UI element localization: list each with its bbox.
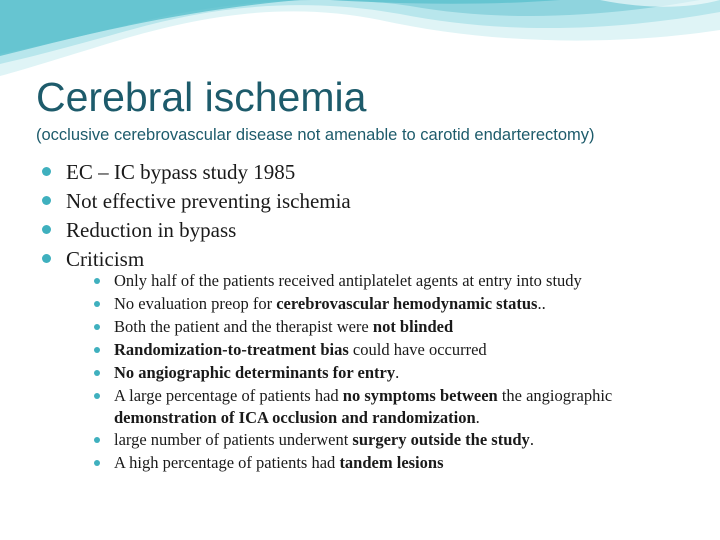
list-item: No evaluation preop for cerebrovascular hemodynamic status.. bbox=[92, 293, 712, 316]
bullet-dot-icon bbox=[94, 301, 100, 307]
bullet-dot-icon bbox=[94, 278, 100, 284]
bullet-dot-icon bbox=[42, 196, 51, 205]
list-item: Reduction in bypass bbox=[42, 216, 702, 245]
bullet-dot-icon bbox=[42, 225, 51, 234]
bullet-dot-icon bbox=[94, 324, 100, 330]
bullet-dot-icon bbox=[94, 347, 100, 353]
list-item: Only half of the patients received antiplatelet agents at entry into study bbox=[92, 270, 712, 293]
bullet-dot-icon bbox=[42, 254, 51, 263]
list-item: EC – IC bypass study 1985 bbox=[42, 158, 702, 187]
list-item: Criticism bbox=[42, 245, 702, 274]
bullet-dot-icon bbox=[94, 437, 100, 443]
list-item: Not effective preventing ischemia bbox=[42, 187, 702, 216]
list-item: Both the patient and the therapist were not blinded bbox=[92, 316, 712, 339]
criticism-sub-list bbox=[92, 270, 712, 475]
list-item: No angiographic determinants for entry. bbox=[92, 362, 712, 385]
bullet-dot-icon bbox=[94, 370, 100, 376]
bullet-dot-icon bbox=[94, 393, 100, 399]
main-bullet-list bbox=[42, 158, 702, 274]
bullet-dot-icon bbox=[42, 167, 51, 176]
list-item: A large percentage of patients had no symptoms between the angiographic demonstration of ICA occlusion and randomization. bbox=[92, 385, 712, 429]
list-item: A high percentage of patients had tandem lesions bbox=[92, 452, 712, 475]
list-item: Randomization-to-treatment bias could have occurred bbox=[92, 339, 712, 362]
bullet-dot-icon bbox=[94, 460, 100, 466]
slide-subtitle: (occlusive cerebrovascular disease not amenable to carotid endarterectomy) bbox=[36, 126, 595, 144]
list-item: large number of patients underwent surgery outside the study. bbox=[92, 429, 712, 452]
slide-title: Cerebral ischemia bbox=[36, 74, 367, 120]
